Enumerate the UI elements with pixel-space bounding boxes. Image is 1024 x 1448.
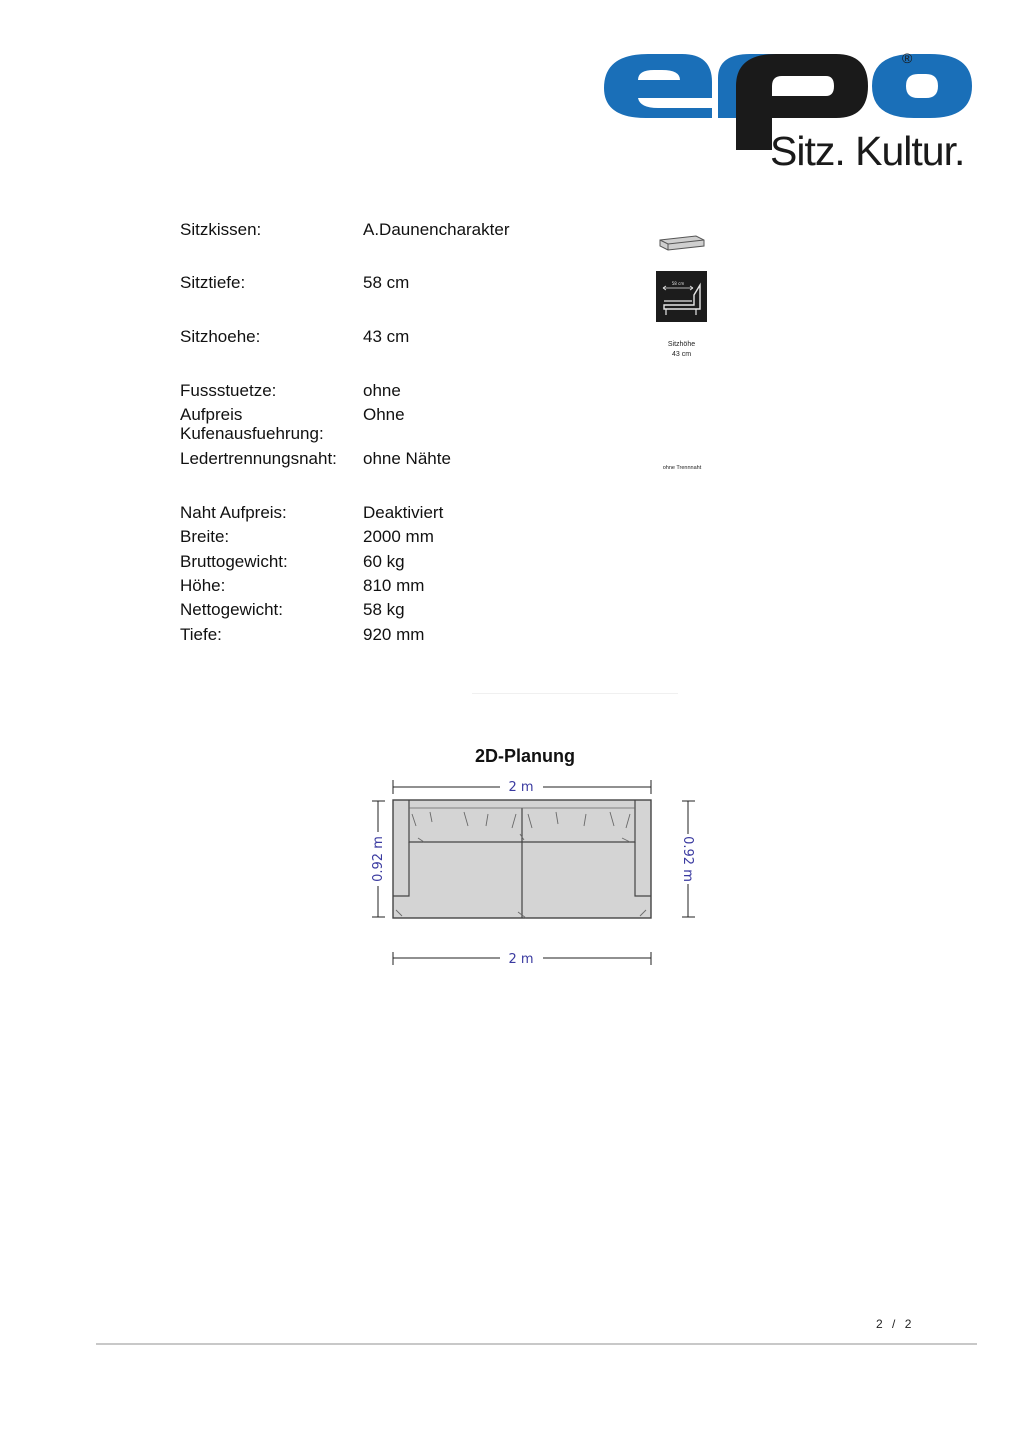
page-separator: / [892, 1317, 896, 1331]
seat-depth-thumbnail [656, 271, 707, 322]
footer-rule [96, 1343, 977, 1345]
spec-label: Sitzhoehe: [180, 327, 261, 346]
spec-label: Sitzkissen: [180, 220, 262, 239]
spec-label: Aufpreis Kufenausfuehrung: [180, 405, 324, 443]
sofa-outline [393, 800, 651, 918]
spec-value: 58 kg [363, 600, 405, 619]
spec-value: ohne [363, 381, 401, 400]
spec-label: Höhe: [180, 576, 226, 595]
spec-value: 43 cm [363, 327, 410, 346]
spec-value: Deaktiviert [363, 503, 444, 522]
logo-letter-e [604, 54, 712, 118]
spec-value: Ohne [363, 405, 405, 424]
spec-label: Fussstuetze: [180, 381, 277, 400]
seat-height-caption-title: Sitzhöhe [667, 341, 696, 348]
dimension-top-label: 2 m [508, 780, 534, 795]
seat-height-caption [656, 340, 707, 360]
logo-tagline: Sitz. Kultur. [770, 128, 965, 174]
spec-label: Sitztiefe: [180, 273, 246, 292]
floor-plan-2d [360, 772, 700, 972]
spec-value: ohne Nähte [363, 449, 451, 468]
spec-label: Breite: [180, 527, 230, 546]
logo-letter-o [872, 54, 972, 118]
dimension-left-label: 0.92 m [371, 836, 386, 882]
spec-value: 58 cm [363, 273, 410, 292]
registered-mark: ® [902, 50, 913, 66]
spec-value: A.Daunencharakter [363, 220, 510, 239]
spec-value: 2000 mm [363, 527, 434, 546]
page-number [876, 1317, 911, 1331]
plan-title: 2D-Planung [474, 746, 575, 766]
page-current: 2 [876, 1317, 883, 1331]
dimension-right-label: 0.92 m [680, 836, 695, 882]
cushion-thumbnail [656, 232, 708, 252]
spec-value: 60 kg [363, 552, 405, 571]
seat-height-caption-value: 43 cm [671, 351, 692, 358]
spec-label: Nettogewicht: [180, 600, 283, 619]
spec-label: Tiefe: [180, 625, 222, 644]
seat-depth-thumb-label: 58 cm [671, 281, 685, 286]
spec-value: 810 mm [363, 576, 425, 595]
seam-caption: ohne Trennnaht [662, 465, 702, 471]
section-divider [472, 693, 678, 694]
spec-value: 920 mm [363, 625, 425, 644]
spec-label: Naht Aufpreis: [180, 503, 287, 522]
dimension-bottom-label: 2 m [508, 952, 534, 967]
spec-label: Ledertrennungsnaht: [180, 449, 337, 468]
spec-label: Bruttogewicht: [180, 552, 288, 571]
page-total: 2 [904, 1317, 912, 1331]
